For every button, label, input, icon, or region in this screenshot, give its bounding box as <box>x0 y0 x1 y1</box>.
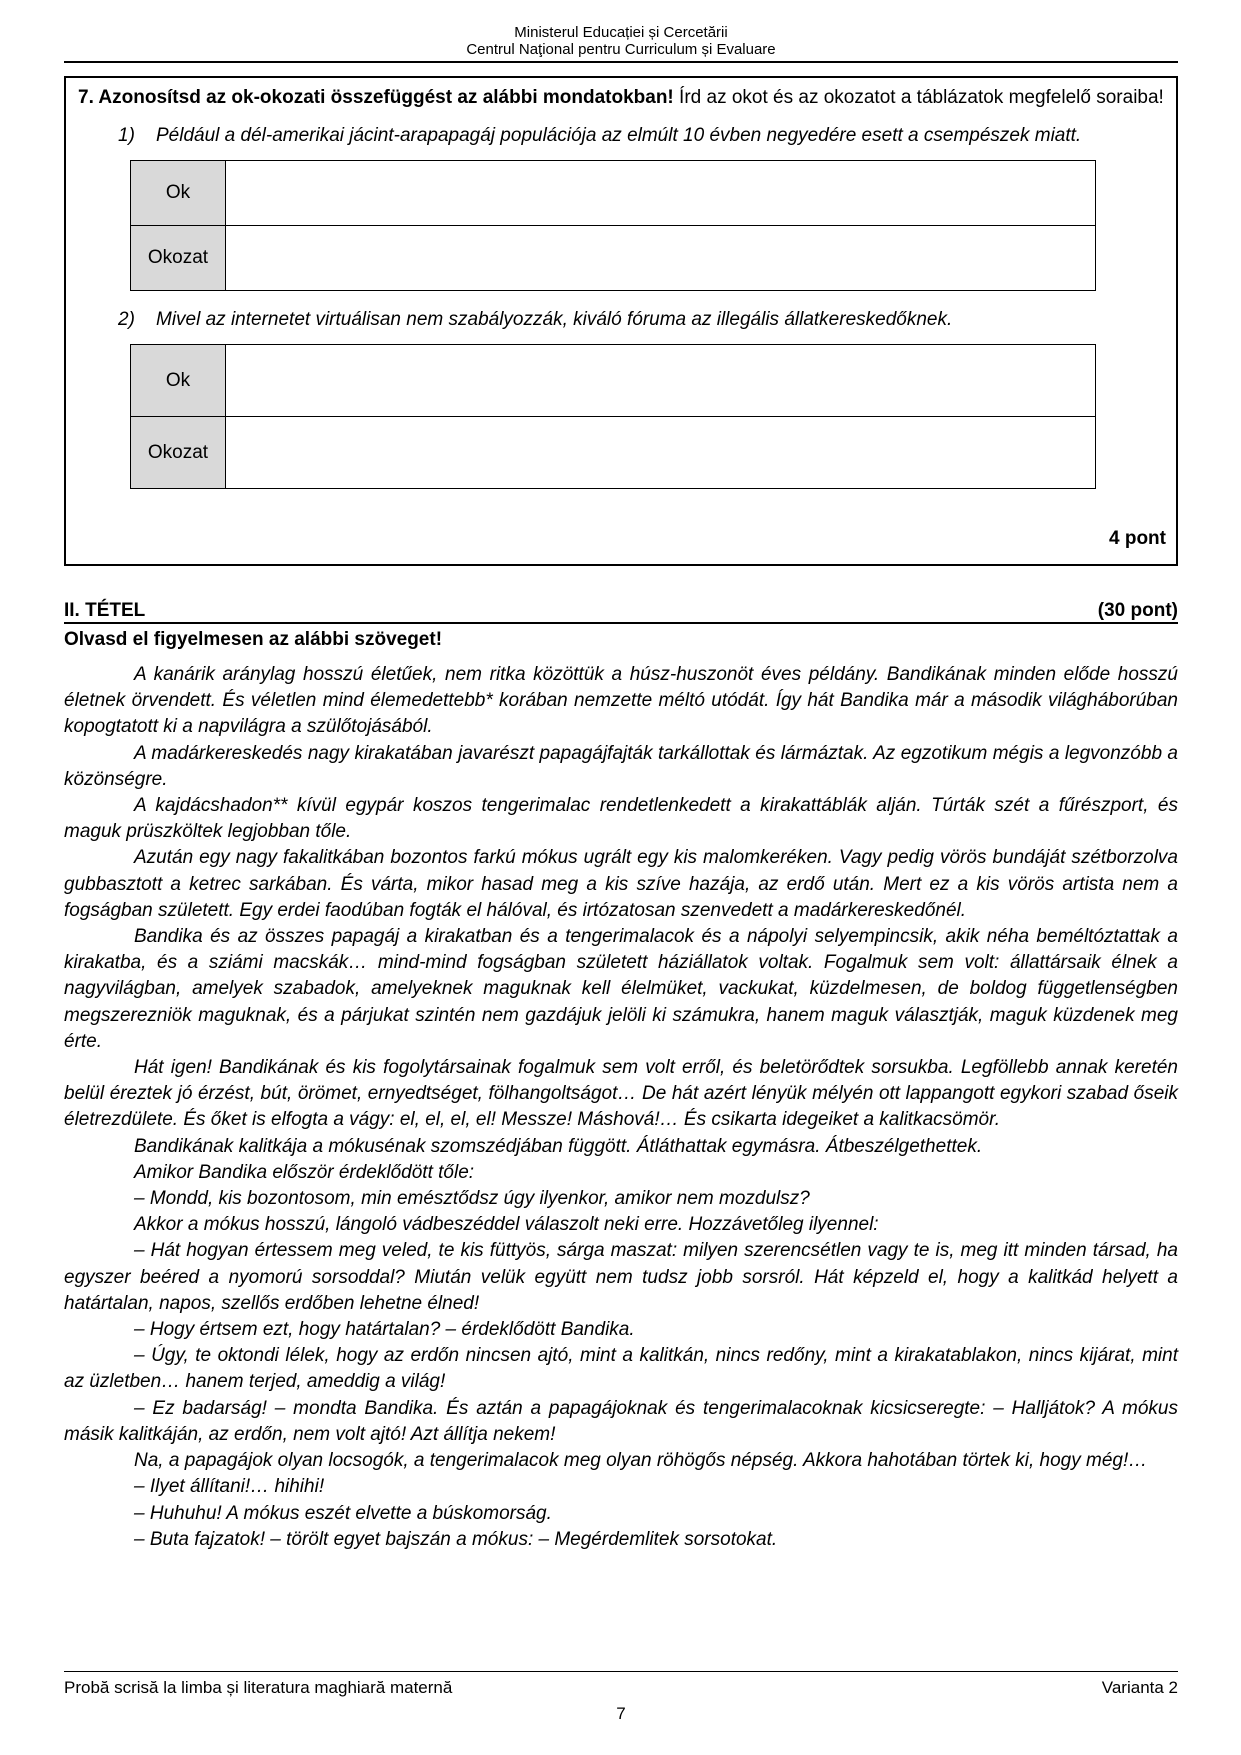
reading-text <box>64 662 1178 1553</box>
footer-exam-name: Probă scrisă la limba și literatura maghiară maternă <box>64 1678 453 1697</box>
paragraph: – Mondd, kis bozontosom, min emésztődsz úgy ilyenkor, amikor nem mozdulsz? <box>134 1188 810 1210</box>
paragraph: Hát igen! Bandikának és kis fogolytársainak fogalmuk sem volt erről, és beletörődtek sorsukba. Legföllebb annak keretén belül éreztek jó érzést, bút, örömet, ernyedtséget, fölhangoltságot… De hát azért lényük mélyén ott lappangott egykori szabad őseik életrezdülete. És őket is elfogta a vágy: el, el, el, el! Messze! Máshová!… És csikarta idegeiket a kalitkacsömör. <box>64 1057 1178 1131</box>
item-2-number: 2) <box>118 309 135 330</box>
question-7-title-rest: Írd az okot és az okozatot a táblázatok megfelelő soraiba! <box>673 87 1164 108</box>
section-2-instruction: Olvasd el figyelmesen az alábbi szöveget! <box>64 629 443 650</box>
ok-label-2: Ok <box>131 345 226 417</box>
paragraph: A madárkereskedés nagy kirakatában javarészt papagájfajták tarkállottak és lármáztak. Az egzotikum mégis a legvonzóbb a közönségre. <box>64 742 1178 790</box>
document-header <box>64 24 1178 58</box>
paragraph: Azután egy nagy fakalitkában bozontos farkú mókus ugrált egy kis malomkeréken. Vagy pedig vörös bundáját szétborzolva gubbasztott a ketrec sarkában. És várta, mikor hasad meg a kis szíve hazája, az erdő után. Mert ez a kis vörös artista nem a fogságban született. Egy erdei faodúban fogták el hálóval, és irtózatosan szenvedett a madárkereskedőnél. <box>64 847 1178 921</box>
ok-answer-cell-1[interactable] <box>226 161 1096 226</box>
question-7-title-bold: 7. Azonosítsd az ok-okozati összefüggést az alábbi mondatokban! <box>78 87 674 108</box>
paragraph: A kajdácshadon** kívül egypár koszos tengerimalac rendetlenkedett a kirakattáblák alján. Túrták szét a fűrészport, és maguk prüszköltek legjobban tőle. <box>64 795 1178 843</box>
paragraph: Bandikának kalitkája a mókusénak szomszédjában függött. Átláthattak egymásra. Átbeszélgethettek. <box>134 1135 983 1157</box>
ministry-name: Ministerul Educației și Cercetării <box>514 24 728 41</box>
table-row <box>131 226 1096 291</box>
question-7-points: 4 pont <box>1109 528 1166 549</box>
document-footer <box>64 1671 1178 1725</box>
footer-row <box>64 1677 1178 1699</box>
table-row <box>131 161 1096 226</box>
ok-label-1: Ok <box>131 161 226 226</box>
center-name: Centrul Naţional pentru Curriculum și Evaluare <box>466 41 776 58</box>
paragraph: – Huhuhu! A mókus eszét elvette a búskomorság. <box>134 1502 552 1524</box>
section-2-title: II. TÉTEL <box>64 600 146 621</box>
section-2-points: (30 pont) <box>1097 600 1178 621</box>
okozat-answer-cell-1[interactable] <box>226 226 1096 291</box>
ok-answer-cell-2[interactable] <box>226 345 1096 417</box>
paragraph: A kanárik aránylag hosszú életűek, nem ritka közöttük a húsz-huszonöt éves példány. Bandikának minden előde hosszú életnek örvendett. És véletlen mind élemedettebb* korában nemzette méltó utódát. Így hát Bandika már a második világháborúban kopogtatott ki a napvilágra a szülőtojásából. <box>64 664 1178 738</box>
question-7-box <box>64 76 1178 566</box>
paragraph: – Úgy, te oktondi lélek, hogy az erdőn nincsen ajtó, mint a kalitkán, nincs redőny, mint a kirakatablakon, nincs kijárat, mint az üzletben… hanem terjed, ameddig a világ! <box>64 1345 1178 1393</box>
item-1-text: Például a dél-amerikai jácint-arapapagáj populációja az elmúlt 10 évben negyedére esett a csempészek miatt. <box>156 125 1082 146</box>
paragraph: – Ez badarság! – mondta Bandika. És aztán a papagájoknak és tengerimalacoknak kicsicseregte: – Halljátok? A mókus másik kalitkáján, az erdőn, nem volt ajtó! Azt állítja nekem! <box>64 1397 1178 1445</box>
paragraph: – Hogy értsem ezt, hogy határtalan? – érdeklődött Bandika. <box>134 1319 635 1341</box>
header-divider <box>64 61 1178 63</box>
footer-variant: Varianta 2 <box>1101 1678 1178 1697</box>
table-row <box>131 345 1096 417</box>
paragraph: – Hát hogyan értessem meg veled, te kis füttyös, sárga maszat: milyen szerencsétlen vagy te is, meg itt minden társad, ha egyszer beéred a nyomorú sorsoddal? Miután velük együtt nem tudsz jobb sorsról. Hát képzeld el, hogy a kalitkád helyett a határtalan, napos, szellős erdőben lehetne élned! <box>64 1240 1178 1314</box>
paragraph: Na, a papagájok olyan locsogók, a tengerimalacok meg olyan röhögős népség. Akkora hahotában törtek ki, hogy még!… <box>134 1450 1148 1472</box>
okozat-label-2: Okozat <box>131 417 226 489</box>
question-7-item-2 <box>118 307 1136 333</box>
page-number: 7 <box>616 1704 626 1723</box>
footer-divider <box>64 1671 1178 1672</box>
paragraph: – Buta fajzatok! – törölt egyet bajszán a mókus: – Megérdemlitek sorsotokat. <box>134 1528 778 1550</box>
table-row <box>131 417 1096 489</box>
paragraph: Akkor a mókus hosszú, lángoló vádbeszéddel válaszolt neki erre. Hozzávetőleg ilyennel: <box>134 1214 879 1236</box>
question-7-title <box>78 85 1164 111</box>
section-2-heading-row <box>64 600 1178 624</box>
item-2-text: Mivel az internetet virtuálisan nem szabályozzák, kiváló fóruma az illegális állatkereskedőknek. <box>156 309 953 330</box>
paragraph: – Ilyet állítani!… hihihi! <box>134 1476 325 1498</box>
question-7-item-1 <box>118 123 1136 149</box>
cause-effect-table-1 <box>130 160 1096 291</box>
okozat-label-1: Okozat <box>131 226 226 291</box>
okozat-answer-cell-2[interactable] <box>226 417 1096 489</box>
paragraph: Bandika és az összes papagáj a kirakatban és a tengerimalacok és a nápolyi selyempincsik, akik néha beméltóztattak a kirakatba, és a sziámi macskák… mind-mind fogságban született háziállatok voltak. Fogalmuk sem volt: állattársaik élnek a nagyvilágban, amelyek szabadok, amelyeknek maguknak kell élelmüket, vackukat, küzdelmesen, de boldog függetlenségben megszerezniök maguknak, és a párjukat szintén nem gazdájuk jelöli ki számukra, hanem maguk választják, maguk küzdenek meg érte. <box>64 926 1178 1052</box>
item-1-number: 1) <box>118 125 135 146</box>
paragraph: Amikor Bandika először érdeklődött tőle: <box>134 1161 475 1183</box>
cause-effect-table-2 <box>130 344 1096 489</box>
